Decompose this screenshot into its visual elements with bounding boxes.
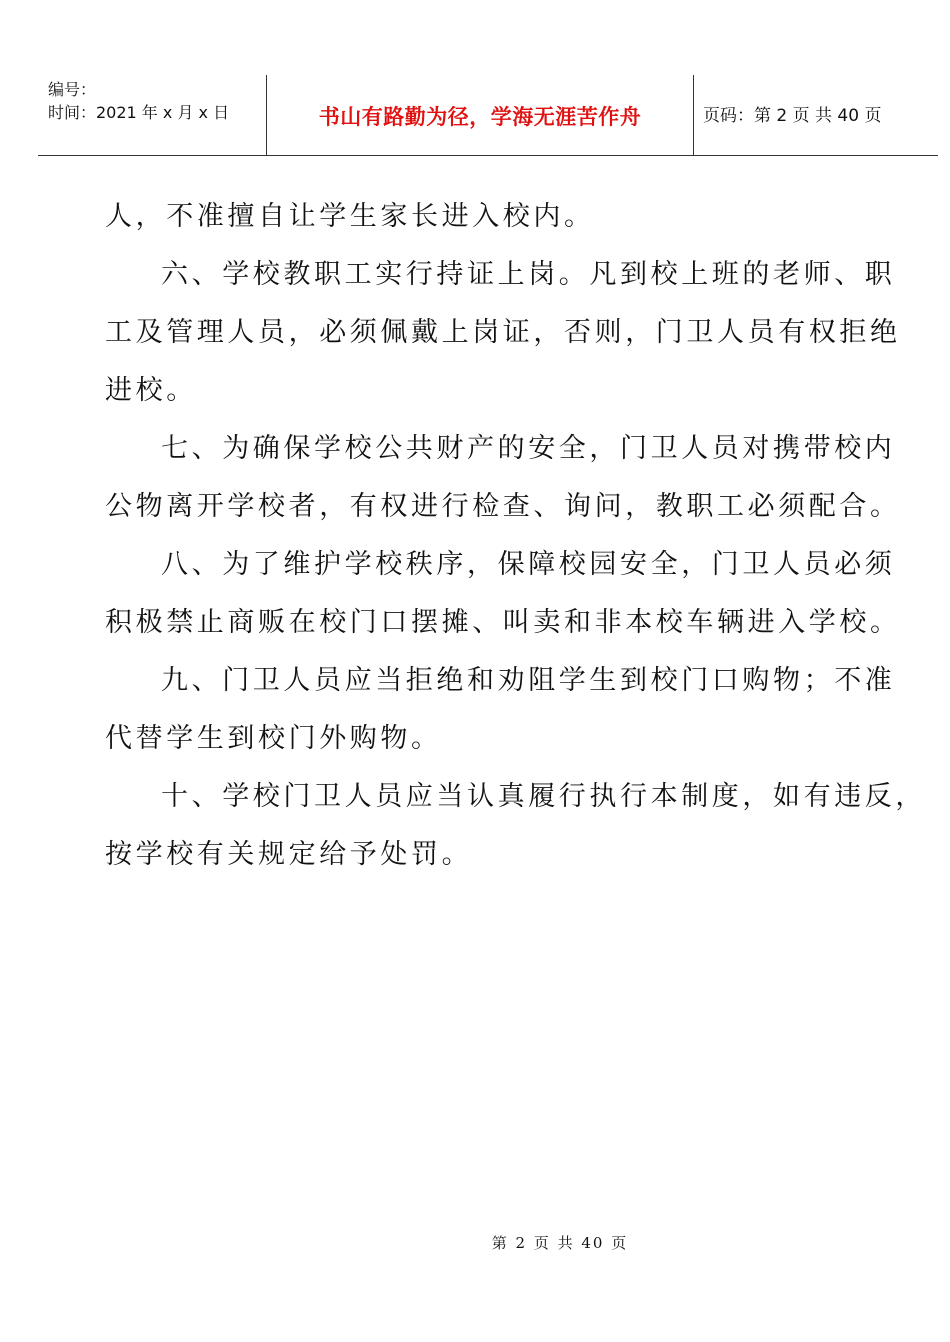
header-page-info: 页码：第 2 页 共 40 页 (703, 106, 882, 126)
document-date: 时间：2021 年 x 月 x 日 (48, 103, 230, 122)
body-line: 积极禁止商贩在校门口摆摊、叫卖和非本校车辆进入学校。 (105, 607, 901, 638)
document-body (105, 188, 926, 884)
body-line: 代替学生到校门外购物。 (105, 723, 442, 754)
body-line: 公物离开学校者，有权进行检查、询问，教职工必须配合。 (105, 491, 901, 522)
body-line: 七、为确保学校公共财产的安全，门卫人员对携带校内 (161, 433, 896, 464)
body-line: 十、学校门卫人员应当认真履行执行本制度，如有违反， (161, 781, 926, 812)
body-line: 进校。 (105, 375, 197, 406)
header-page-cell (693, 75, 938, 155)
body-line: 六、学校教职工实行持证上岗。凡到校上班的老师、职 (161, 259, 896, 290)
body-line: 九、门卫人员应当拒绝和劝阻学生到校门口购物；不准 (161, 665, 896, 696)
header-meta-cell (38, 75, 266, 155)
body-line: 工及管理人员，必须佩戴上岗证，否则，门卫人员有权拒绝 (105, 317, 901, 348)
body-line: 按学校有关规定给予处罚。 (105, 839, 473, 870)
document-header (38, 75, 938, 156)
body-line: 八、为了维护学校秩序，保障校园安全，门卫人员必须 (161, 549, 896, 580)
header-motto: 书山有路勤为径，学海无涯苦作舟 (318, 105, 642, 129)
page-footer: 第 2 页 共 40 页 (491, 1234, 629, 1252)
document-code-label: 编号： (48, 80, 97, 99)
header-motto-cell (266, 75, 694, 155)
body-line: 人，不准擅自让学生家长进入校内。 (105, 201, 595, 232)
